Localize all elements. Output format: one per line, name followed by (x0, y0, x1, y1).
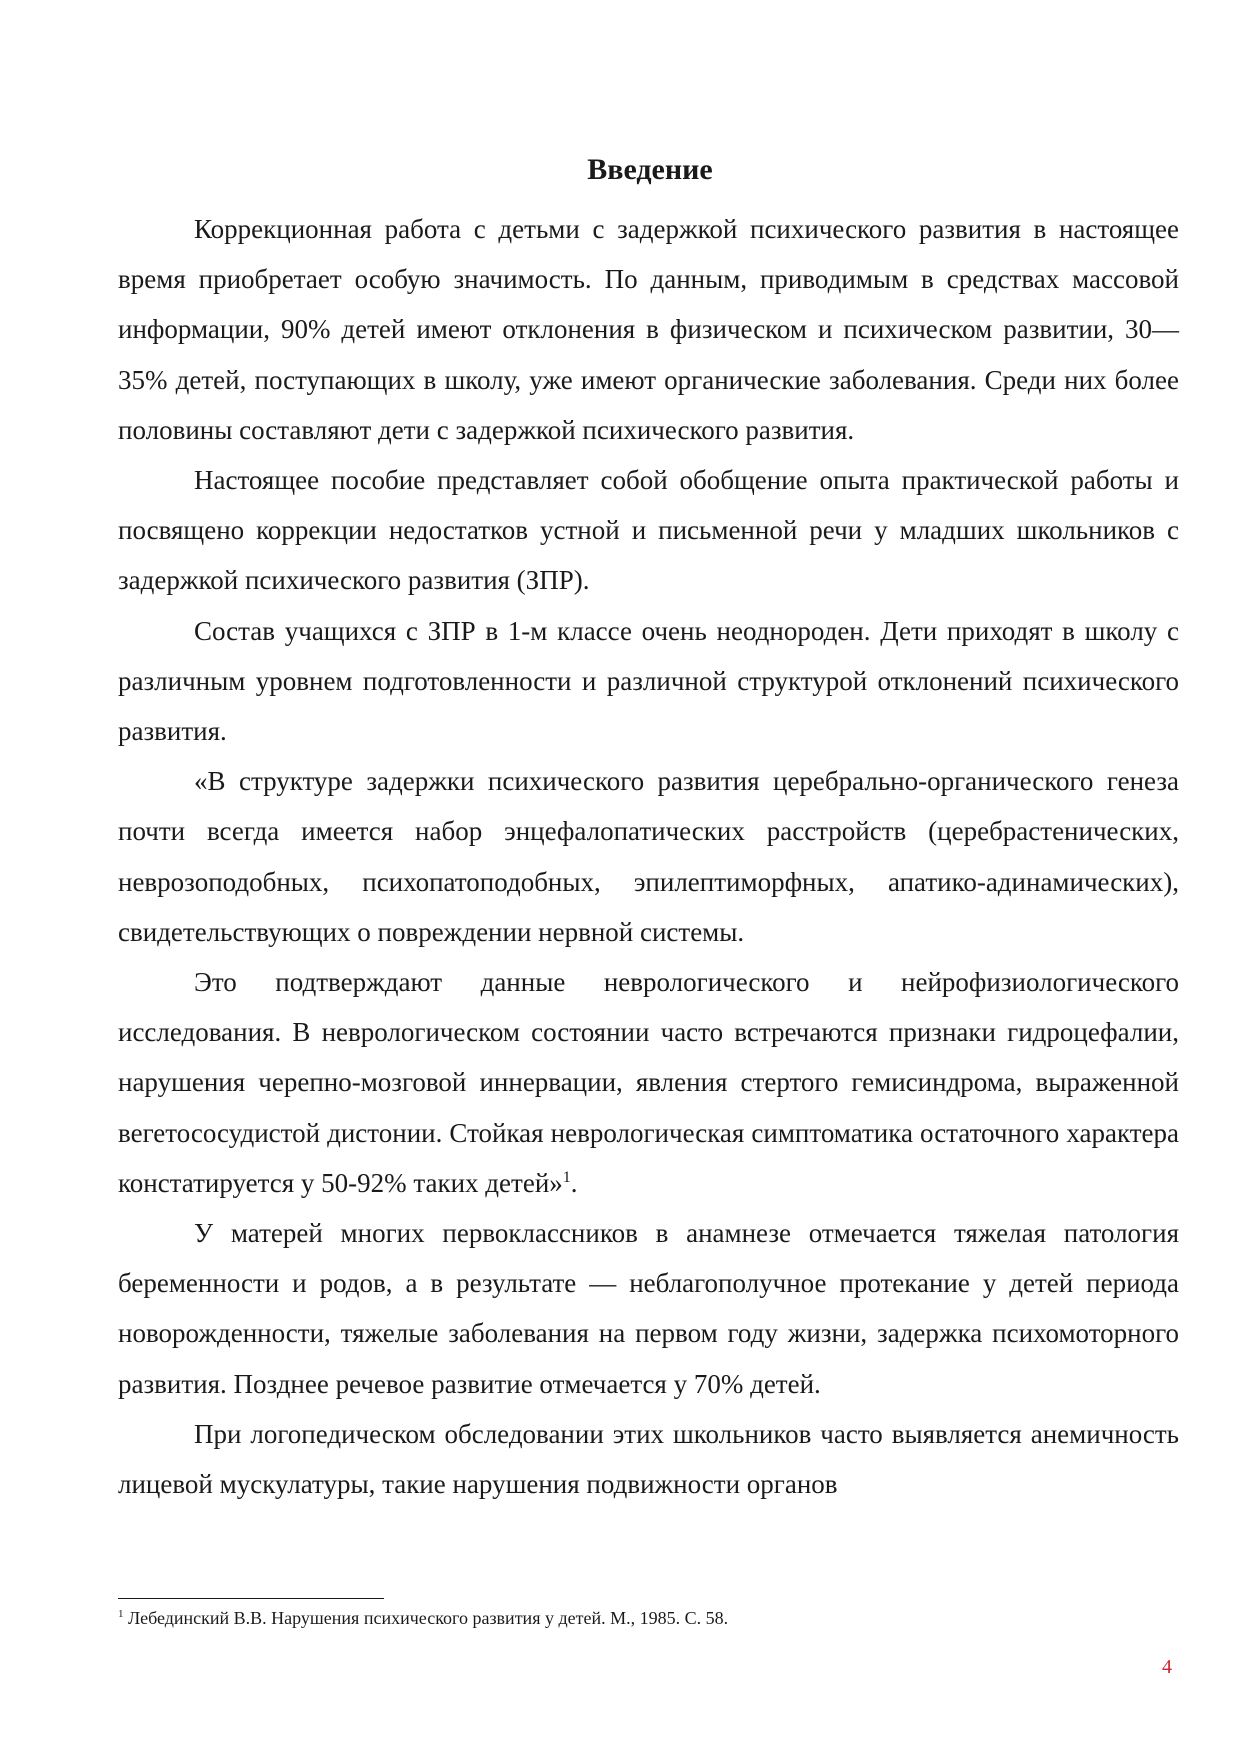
paragraph-text: Это подтверждают данные неврологического и нейрофизиологического исследования. В неврологическом состоянии часто встречаются признаки гидроцефалии, нарушения черепно-мозговой иннервации, явления стертого гемисиндрома, выраженной вегетососудистой дистонии. Стойкая неврологическая симптоматика остаточного характера констатируется у 50-92% таких детей» (118, 967, 1179, 1198)
paragraph-text-end: . (570, 1167, 578, 1198)
paragraph-text: Состав учащихся с ЗПР в 1-м классе очень неоднороден. Дети приходят в школу с различным уровнем подготовленности и различной структурой отклонений психического развития. (118, 615, 1179, 747)
footnote (118, 1607, 1179, 1629)
paragraph (118, 756, 1179, 957)
footnote-separator (118, 1598, 384, 1599)
paragraph (118, 1208, 1179, 1409)
paragraph (118, 606, 1179, 757)
footnote-marker: 1 (118, 1608, 124, 1620)
paragraph-text: Настоящее пособие представляет собой обобщение опыта практической работы и посвящено коррекции недостатков устной и письменной речи у младших школьников с задержкой психического развития (ЗПР). (118, 465, 1179, 596)
paragraph (118, 204, 1179, 455)
paragraph (118, 455, 1179, 606)
paragraph-text: При логопедическом обследовании этих школьников часто выявляется анемичность лицевой мускулатуры, такие нарушения подвижности органов (118, 1418, 1179, 1500)
paragraph (118, 957, 1179, 1208)
page-title: Введение (587, 153, 713, 186)
footnote-text: Лебединский В.В. Нарушения психического развития у детей. М., 1985. С. 58. (128, 1608, 729, 1628)
paragraph-text: Коррекционная работа с детьми с задержкой психического развития в настоящее время приобретает особую значимость. По данным, приводимым в средствах массовой информации, 90% детей имеют отклонения в физическом и психическом развитии, 30—35% детей, поступающих в школу, уже имеют органические заболевания. Среди них более половины составляют дети с задержкой психического развития. (118, 214, 1179, 445)
paragraph-text: «В структуре задержки психического развития церебрально-органического генеза почти всегда имеется набор энцефалопатических расстройств (церебрастенических, неврозоподобных, психопатоподобных, эпилептиморфных, апатико-адинамических), свидетельствующих о повреждении нервной системы. (118, 766, 1179, 947)
footnote-reference[interactable]: 1 (562, 1168, 571, 1186)
page-number: 4 (1162, 1656, 1172, 1678)
body-text (118, 204, 1179, 1509)
paragraph-text: У матерей многих первоклассников в анамнезе отмечается тяжелая патология беременности и родов, а в результате — неблагополучное протекание у детей периода новорожденности, тяжелые заболевания на первом году жизни, задержка психомоторного развития. Позднее речевое развитие отмечается у 70% детей. (118, 1218, 1179, 1399)
paragraph (118, 1409, 1179, 1509)
